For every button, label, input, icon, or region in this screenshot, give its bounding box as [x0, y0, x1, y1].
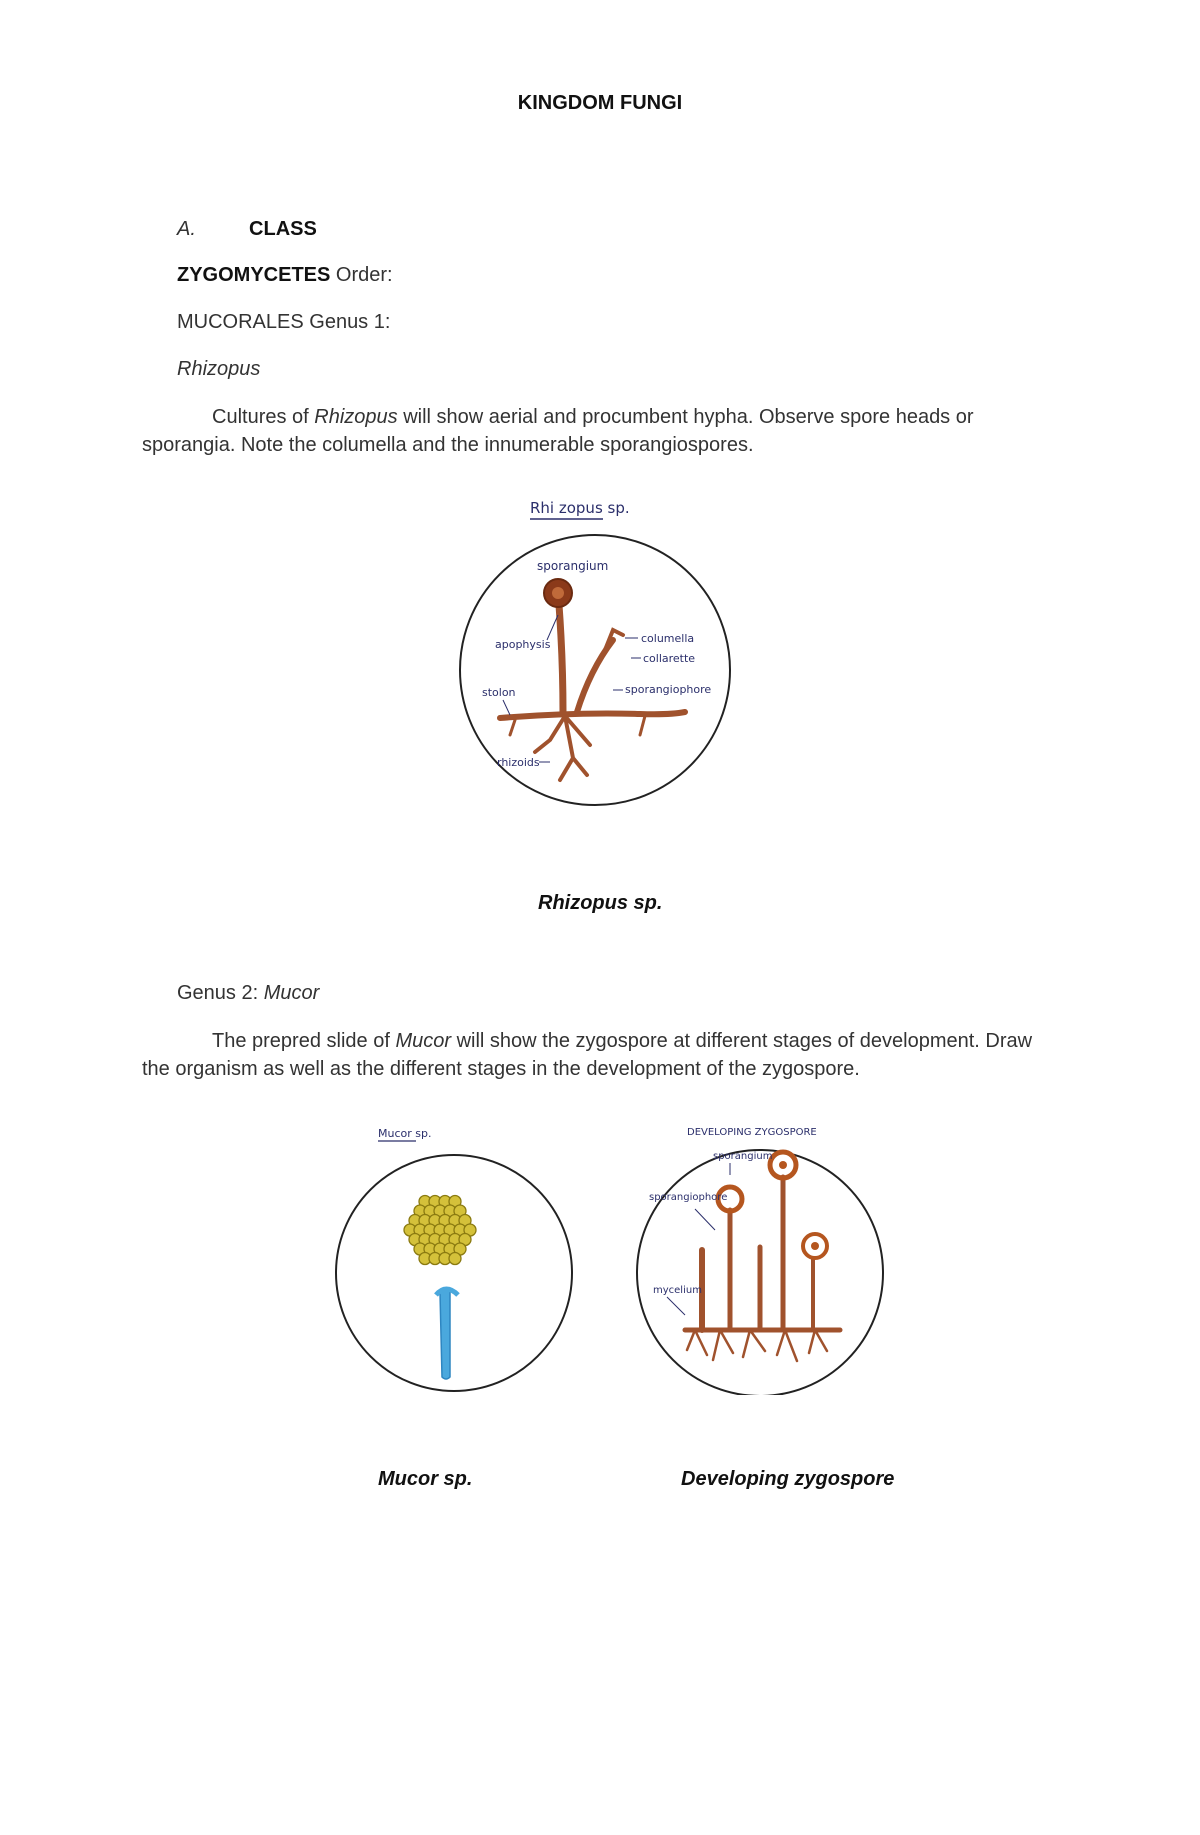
label-stolon: stolon — [482, 686, 516, 699]
spore — [449, 1253, 461, 1265]
mucor-caption: Mucor sp. — [378, 1468, 473, 1490]
genus1-label: Genus 1: — [303, 311, 391, 333]
label-sporangium: sporangium — [713, 1151, 773, 1162]
order-label: Order: — [330, 264, 393, 286]
microscope-field — [336, 1155, 572, 1391]
label-sporangium: sporangium — [537, 559, 609, 573]
label-sporangiophore: sporangiophore — [625, 683, 712, 696]
genus2-name: Mucor — [263, 982, 320, 1004]
label-apophysis: apophysis — [495, 638, 551, 651]
order-line — [177, 311, 390, 334]
mucor-drawing — [330, 1115, 590, 1395]
class-name: ZYGOMYCETES — [177, 264, 331, 286]
section-label: CLASS — [249, 218, 317, 240]
paragraph-mucor: The prepred slide of Mucor will show the zygospore at different stages of development. Draw the organism as well as the different stages in the development of the zygospore. — [142, 1030, 1033, 1080]
label-mycelium: mycelium — [653, 1285, 702, 1296]
zygospore-figure-heading: DEVELOPING ZYGOSPORE — [687, 1127, 817, 1138]
spore-cluster — [404, 1196, 476, 1265]
mucor-figure-heading: Mucor sp. — [378, 1127, 432, 1140]
section-heading — [177, 218, 317, 241]
label-collarette: collarette — [643, 652, 696, 665]
zygospore-drawing — [625, 1115, 895, 1395]
label-sporangiophore: sporangiophore — [649, 1192, 728, 1203]
page-title: KINGDOM FUNGI — [517, 92, 683, 114]
label-columella: columella — [641, 632, 695, 645]
rhizopus-figure-heading: Rhi zopus sp. — [530, 499, 630, 517]
label-rhizoids: rhizoids — [497, 756, 540, 769]
genus2-line — [177, 982, 319, 1005]
rhizoid-roots — [535, 716, 590, 780]
order-name: MUCORALES — [177, 311, 304, 333]
section-letter: A. — [177, 218, 196, 240]
stolon-hypha — [500, 712, 685, 718]
genus2-label: Genus 2: — [177, 982, 264, 1004]
zygospore-caption: Developing zygospore — [681, 1468, 895, 1490]
rhizopus-caption: Rhizopus sp. — [538, 892, 663, 914]
rhizopus-drawing — [455, 490, 755, 820]
blue-stalk — [440, 1289, 450, 1380]
genus1-name: Rhizopus — [177, 358, 261, 380]
class-line — [177, 264, 393, 287]
paragraph-rhizopus: Cultures of Rhizopus will show aerial and procumbent hypha. Observe spore heads or sporangia. Note the columella and the innumerable sporangiospores. — [142, 406, 974, 456]
